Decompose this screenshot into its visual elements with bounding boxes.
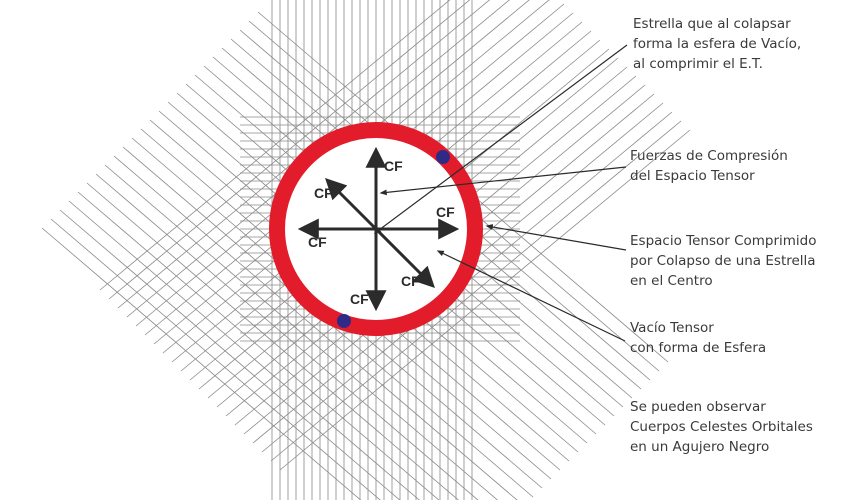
cf-label-right: CF	[436, 204, 455, 220]
cf-label-left: CF	[308, 234, 327, 250]
cf-label-upper-left: CF	[314, 185, 333, 201]
cf-label-lower-right: CF	[401, 273, 420, 289]
annotation-star: Estrella que al colapsar forma la esfera de Vacío, al comprimir el E.T.	[633, 16, 802, 72]
annotation-forces: Fuerzas de Compresión del Espacio Tensor	[630, 148, 788, 184]
leader-void	[438, 251, 625, 341]
annotation-compressed: Espacio Tensor Comprimido por Colapso de una Estrella en el Centro	[630, 233, 817, 289]
cf-label-bottom: CF	[350, 291, 369, 307]
orbiting-body-bottom	[337, 314, 351, 328]
annotation-orbiting-bodies: Se pueden observar Cuerpos Celestes Orbitales en un Agujero Negro	[630, 399, 813, 455]
cf-label-top: CF	[384, 158, 403, 174]
leader-compressed	[487, 226, 626, 250]
annotation-void: Vacío Tensor con forma de Esfera	[630, 320, 767, 356]
orbiting-body-top	[436, 150, 450, 164]
